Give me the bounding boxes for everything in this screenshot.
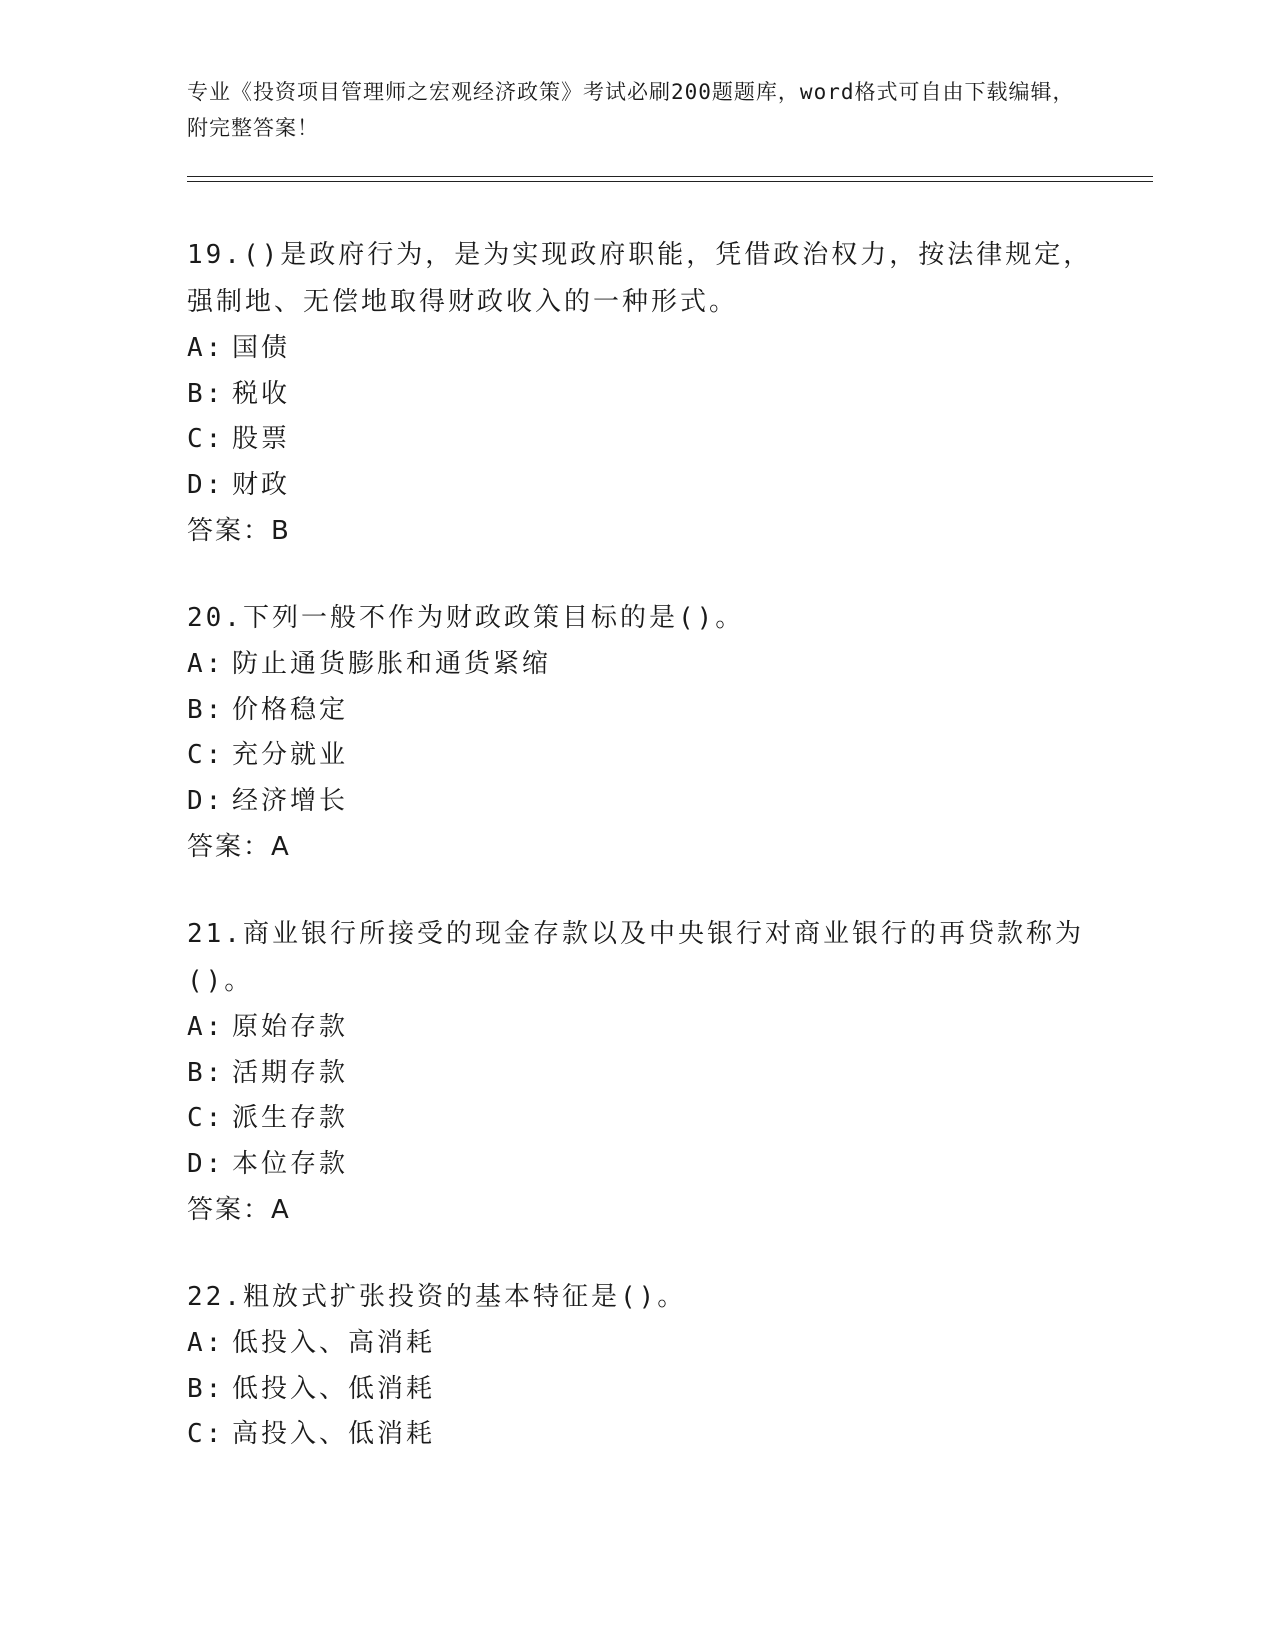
option-a bbox=[187, 1005, 1117, 1051]
option-d bbox=[187, 779, 1117, 825]
question-stem: 20.下列一般不作为财政政策目标的是()。 bbox=[187, 603, 745, 633]
question-22 bbox=[187, 1274, 1117, 1458]
option-a bbox=[187, 1321, 1117, 1367]
option-label: D: bbox=[187, 469, 225, 500]
option-d bbox=[187, 463, 1117, 509]
option-text: 派生存款 bbox=[232, 1103, 349, 1133]
option-label: C: bbox=[187, 740, 225, 770]
option-label: C: bbox=[187, 424, 225, 454]
option-text: 低投入、低消耗 bbox=[232, 1373, 436, 1404]
document-header: 专业《投资项目管理师之宏观经济政策》考试必刷200题题库，word格式可自由下载编辑，附完整答案！ bbox=[187, 80, 1075, 140]
option-b bbox=[187, 688, 1117, 734]
option-text: 高投入、低消耗 bbox=[232, 1419, 436, 1449]
option-d bbox=[187, 1142, 1117, 1188]
option-label: B: bbox=[187, 378, 225, 409]
option-label: C: bbox=[187, 1103, 225, 1133]
option-a bbox=[187, 326, 1117, 372]
answer-line: 答案：A bbox=[187, 1195, 291, 1225]
option-label: B: bbox=[187, 694, 225, 725]
question-stem: 21.商业银行所接受的现金存款以及中央银行对商业银行的再贷款称为()。 bbox=[187, 919, 1084, 996]
option-label: B: bbox=[187, 1057, 225, 1088]
option-text: 活期存款 bbox=[232, 1057, 349, 1088]
header-divider-top bbox=[187, 176, 1153, 177]
option-text: 本位存款 bbox=[232, 1148, 349, 1179]
option-b bbox=[187, 1051, 1117, 1097]
option-c bbox=[187, 417, 1117, 463]
option-label: C: bbox=[187, 1419, 225, 1449]
option-b bbox=[187, 1367, 1117, 1413]
option-label: A: bbox=[187, 333, 225, 363]
answer-line: 答案：A bbox=[187, 832, 291, 862]
option-text: 股票 bbox=[232, 424, 291, 454]
option-label: A: bbox=[187, 1012, 225, 1042]
option-a bbox=[187, 642, 1117, 688]
option-label: D: bbox=[187, 1148, 225, 1179]
question-stem: 19.()是政府行为，是为实现政府职能，凭借政治权力，按法律规定，强制地、无偿地取得财政收入的一种形式。 bbox=[187, 240, 1093, 317]
question-21 bbox=[187, 911, 1117, 1233]
option-text: 财政 bbox=[232, 469, 291, 500]
option-text: 税收 bbox=[232, 378, 291, 409]
option-label: D: bbox=[187, 785, 225, 816]
answer-line: 答案：B bbox=[187, 516, 291, 546]
option-text: 充分就业 bbox=[232, 740, 349, 770]
option-c bbox=[187, 1412, 1117, 1458]
option-label: B: bbox=[187, 1373, 225, 1404]
question-19 bbox=[187, 232, 1117, 554]
header-divider-bottom bbox=[187, 181, 1153, 182]
option-label: A: bbox=[187, 649, 225, 679]
option-text: 经济增长 bbox=[232, 785, 349, 816]
option-text: 原始存款 bbox=[232, 1012, 349, 1042]
question-list bbox=[187, 232, 1117, 1499]
option-c bbox=[187, 733, 1117, 779]
option-label: A: bbox=[187, 1328, 225, 1358]
option-c bbox=[187, 1096, 1117, 1142]
option-text: 国债 bbox=[232, 333, 291, 363]
option-b bbox=[187, 372, 1117, 418]
question-20 bbox=[187, 595, 1117, 870]
question-stem: 22.粗放式扩张投资的基本特征是()。 bbox=[187, 1282, 687, 1312]
option-text: 低投入、高消耗 bbox=[232, 1328, 436, 1358]
option-text: 防止通货膨胀和通货紧缩 bbox=[232, 649, 552, 679]
option-text: 价格稳定 bbox=[232, 694, 349, 725]
